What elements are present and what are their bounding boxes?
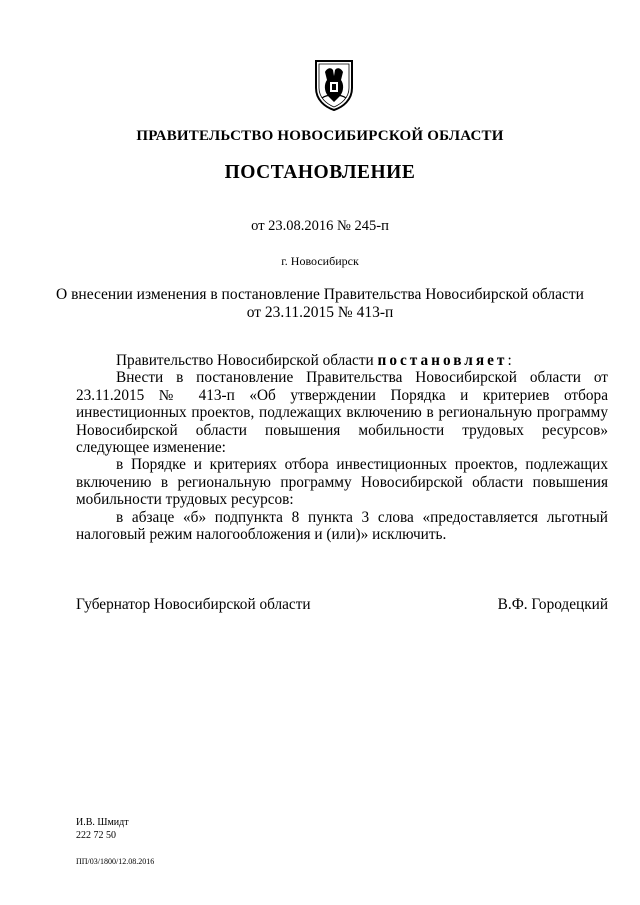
intro-text: Правительство Новосибирской области xyxy=(116,352,374,369)
date-number: от 23.08.2016 № 245-п xyxy=(251,218,389,234)
executor-phone: 222 72 50 xyxy=(76,830,116,841)
document-type: ПОСТАНОВЛЕНИЕ xyxy=(224,162,416,183)
executor-info xyxy=(76,816,129,842)
city: г. Новосибирск xyxy=(281,254,359,268)
signature-name: В.Ф. Городецкий xyxy=(497,596,608,613)
paragraph-1: Внести в постановление Правительства Новосибирской области от 23.11.2015 № 413-п «Об утверждении Порядка и критериев отбора инвестиционных проектов, подлежащих включению в региональную программу Новосибирской области повышения мобильности трудовых ресурсов» следующее изменение: xyxy=(76,369,608,457)
paragraph-2: в Порядке и критериях отбора инвестиционных проектов, подлежащих включению в региональную программу Новосибирской области повышения мобильности трудовых ресурсов: xyxy=(76,456,608,509)
subject-line-2: от 23.11.2015 № 413-п xyxy=(246,304,394,321)
coat-of-arms-icon xyxy=(313,58,355,112)
intro-paragraph xyxy=(76,352,608,369)
paragraph-3: в абзаце «б» подпункта 8 пункта 3 слова «предоставляется льготный налоговый режим налогообложения и (или)» исключить. xyxy=(76,508,608,544)
document-body xyxy=(76,352,608,543)
organization-title: ПРАВИТЕЛЬСТВО НОВОСИБИРСКОЙ ОБЛАСТИ xyxy=(136,128,504,144)
signature-title: Губернатор Новосибирской области xyxy=(76,596,311,613)
document-subject xyxy=(0,286,640,322)
footer-code: ПП/03/1800/12.08.2016 xyxy=(76,857,155,866)
decree-colon: : xyxy=(507,352,512,369)
executor-name: И.В. Шмидт xyxy=(76,817,129,828)
subject-line-1: О внесении изменения в постановление Правительства Новосибирской области xyxy=(56,286,584,303)
decree-word: постановляет xyxy=(377,352,508,369)
